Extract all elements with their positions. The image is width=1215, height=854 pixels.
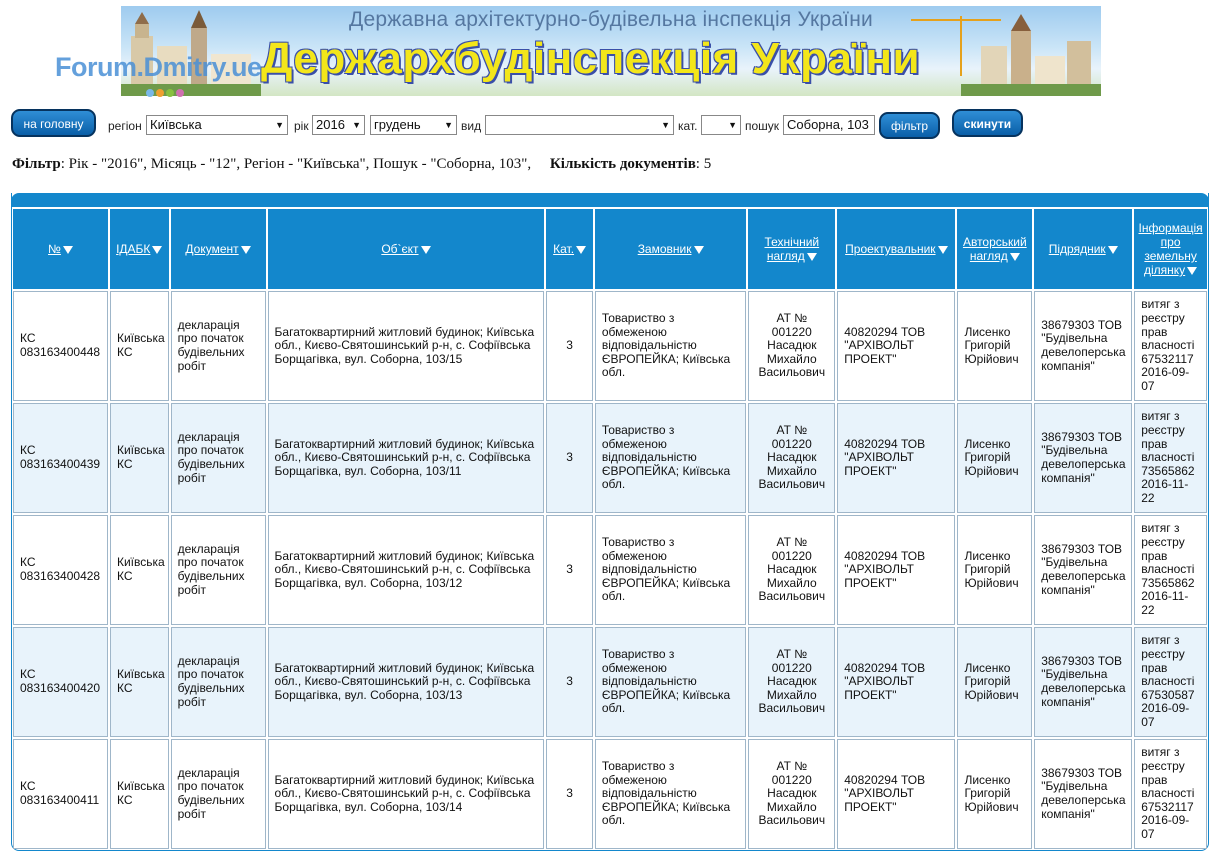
cell-land-info: витяг з реєстру прав власності 73565862 2016-11-22 [1134, 515, 1207, 625]
cell-category: 3 [546, 739, 592, 849]
site-banner [121, 6, 1101, 96]
cell-designer: 40820294 ТОВ "АРХІВОЛЬТ ПРОЕКТ" [837, 515, 955, 625]
cell-designer: 40820294 ТОВ "АРХІВОЛЬТ ПРОЕКТ" [837, 739, 955, 849]
cell-category: 3 [546, 515, 592, 625]
cell-document-number: КС 083163400439 [13, 403, 108, 513]
table-row[interactable] [13, 515, 1207, 625]
document-count-label: Кількість документів [549, 156, 696, 172]
cell-idabk-office: Київська КС [110, 627, 169, 737]
cell-contractor: 38679303 ТОВ "Будівельна девелоперська компанія" [1034, 627, 1132, 737]
table-row[interactable] [13, 403, 1207, 513]
filter-summary-label: Фільтр [12, 156, 61, 172]
cell-idabk-office: Київська КС [110, 403, 169, 513]
column-header-sort-land-info[interactable] [1134, 209, 1207, 289]
column-header-sort-document[interactable] [171, 209, 266, 289]
cell-document-type: декларація про початок будівельних робіт [171, 739, 266, 849]
year-select[interactable]: 2016 ▼ [312, 115, 365, 135]
sort-triangle-icon[interactable] [1108, 246, 1118, 254]
cell-object-description: Багатоквартирний житловий будинок; Київська обл., Києво-Святошинський р-н, с. Софіївська Борщагівка, вул. Соборна, 103/15 [268, 291, 545, 401]
sort-triangle-icon[interactable] [1187, 267, 1197, 275]
category-select[interactable] [701, 115, 741, 135]
region-select[interactable]: Київська ▼ [146, 115, 288, 135]
document-count-value: : 5 [695, 156, 712, 172]
table-body [13, 291, 1207, 849]
category-label: кат. [678, 119, 698, 133]
chevron-down-icon: ▼ [444, 120, 453, 130]
cell-land-info: витяг з реєстру прав власності 73565862 2016-11-22 [1134, 403, 1207, 513]
watermark-dots-icon [146, 86, 186, 100]
table-row[interactable] [13, 739, 1207, 849]
filter-summary-text: : Рік - "2016", Місяць - "12", Регіон - "Київська", Пошук - "Соборна, 103", [60, 156, 532, 172]
cell-document-number: КС 083163400411 [13, 739, 108, 849]
search-input[interactable]: Соборна, 103 [783, 115, 875, 135]
column-header-sort-number[interactable] [13, 209, 108, 289]
cell-customer: Товариство з обмеженою відповідальністю ЄВРОПЕЙКА; Київська обл. [595, 627, 747, 737]
reset-button[interactable]: скинути [952, 109, 1023, 137]
chevron-down-icon: ▼ [352, 120, 361, 130]
column-header-label[interactable]: Підрядник [1048, 242, 1106, 256]
table-row[interactable] [13, 627, 1207, 737]
chevron-down-icon: ▼ [661, 120, 670, 130]
column-header-label[interactable]: Документ [185, 242, 239, 256]
column-header-label[interactable]: № [48, 242, 61, 256]
filter-button[interactable]: фільтр [879, 112, 940, 139]
cell-contractor: 38679303 ТОВ "Будівельна девелоперська компанія" [1034, 739, 1132, 849]
cell-object-description: Багатоквартирний житловий будинок; Київська обл., Києво-Святошинський р-н, с. Софіївська Борщагівка, вул. Соборна, 103/12 [268, 515, 545, 625]
sort-triangle-icon[interactable] [421, 246, 431, 254]
cell-idabk-office: Київська КС [110, 515, 169, 625]
cell-contractor: 38679303 ТОВ "Будівельна девелоперська компанія" [1034, 515, 1132, 625]
column-header-label[interactable]: ІДАБК [116, 242, 151, 256]
cell-category: 3 [546, 403, 592, 513]
chevron-down-icon: ▼ [275, 120, 284, 130]
cell-customer: Товариство з обмеженою відповідальністю ЄВРОПЕЙКА; Київська обл. [595, 739, 747, 849]
sort-triangle-icon[interactable] [152, 246, 162, 254]
cell-object-description: Багатоквартирний житловий будинок; Київська обл., Києво-Святошинський р-н, с. Софіївська Борщагівка, вул. Соборна, 103/11 [268, 403, 545, 513]
cell-author-supervision: Лисенко Григорій Юрійович [957, 403, 1032, 513]
banner-title: Держархбудінспекція України [261, 34, 921, 83]
column-header-sort-tech-supervision[interactable] [748, 209, 835, 289]
cell-author-supervision: Лисенко Григорій Юрійович [957, 739, 1032, 849]
documents-table [11, 207, 1209, 851]
home-button[interactable]: на головну [11, 109, 96, 137]
cell-technical-supervision: АТ № 001220 Насадюк Михайло Васильович [748, 291, 835, 401]
cell-technical-supervision: АТ № 001220 Насадюк Михайло Васильович [748, 515, 835, 625]
sort-triangle-icon[interactable] [63, 246, 73, 254]
column-header-sort-idabk[interactable] [110, 209, 169, 289]
cell-customer: Товариство з обмеженою відповідальністю ЄВРОПЕЙКА; Київська обл. [595, 291, 747, 401]
column-header-label[interactable]: Інформація про земельну ділянку [1138, 221, 1203, 277]
sort-triangle-icon[interactable] [694, 246, 704, 254]
cell-document-type: декларація про початок будівельних робіт [171, 403, 266, 513]
column-header-label[interactable]: Замовник [637, 242, 692, 256]
cell-designer: 40820294 ТОВ "АРХІВОЛЬТ ПРОЕКТ" [837, 403, 955, 513]
cell-customer: Товариство з обмеженою відповідальністю ЄВРОПЕЙКА; Київська обл. [595, 515, 747, 625]
cell-document-type: декларація про початок будівельних робіт [171, 291, 266, 401]
cell-author-supervision: Лисенко Григорій Юрійович [957, 515, 1032, 625]
cell-customer: Товариство з обмеженою відповідальністю ЄВРОПЕЙКА; Київська обл. [595, 403, 747, 513]
table-header-row [13, 209, 1207, 289]
cell-category: 3 [546, 627, 592, 737]
cell-object-description: Багатоквартирний житловий будинок; Київська обл., Києво-Святошинський р-н, с. Софіївська Борщагівка, вул. Соборна, 103/13 [268, 627, 545, 737]
column-header-label[interactable]: Технічний нагляд [764, 235, 820, 263]
cell-author-supervision: Лисенко Григорій Юрійович [957, 627, 1032, 737]
cell-document-number: КС 083163400428 [13, 515, 108, 625]
month-select[interactable]: грудень ▼ [370, 115, 457, 135]
cell-contractor: 38679303 ТОВ "Будівельна девелоперська компанія" [1034, 291, 1132, 401]
cell-document-number: КС 083163400420 [13, 627, 108, 737]
cell-object-description: Багатоквартирний житловий будинок; Київська обл., Києво-Святошинський р-н, с. Софіївська Борщагівка, вул. Соборна, 103/14 [268, 739, 545, 849]
column-header-sort-category[interactable] [546, 209, 592, 289]
region-label: регіон [108, 119, 142, 133]
type-select[interactable] [485, 115, 674, 135]
cell-land-info: витяг з реєстру прав власності 67530587 2016-09-07 [1134, 627, 1207, 737]
cell-document-type: декларація про початок будівельних робіт [171, 627, 266, 737]
column-header-label[interactable]: Авторський нагляд [962, 235, 1027, 263]
column-header-label[interactable]: Кат. [553, 242, 575, 256]
chevron-down-icon: ▼ [728, 120, 737, 130]
column-header-label[interactable]: Об`єкт [381, 242, 419, 256]
cell-author-supervision: Лисенко Григорій Юрійович [957, 291, 1032, 401]
watermark-logo: Forum.Dmitry.ue [55, 52, 262, 82]
sort-triangle-icon[interactable] [241, 246, 251, 254]
sort-triangle-icon[interactable] [807, 253, 817, 261]
cell-contractor: 38679303 ТОВ "Будівельна девелоперська компанія" [1034, 403, 1132, 513]
type-label: вид [461, 119, 482, 133]
cell-land-info: витяг з реєстру прав власності 67532117 2016-09-07 [1134, 291, 1207, 401]
cell-technical-supervision: АТ № 001220 Насадюк Михайло Васильович [748, 627, 835, 737]
search-label: пошук [745, 119, 780, 133]
cell-idabk-office: Київська КС [110, 739, 169, 849]
sort-triangle-icon[interactable] [576, 246, 586, 254]
column-header-sort-contractor[interactable] [1034, 209, 1132, 289]
cell-technical-supervision: АТ № 001220 Насадюк Михайло Васильович [748, 403, 835, 513]
sort-triangle-icon[interactable] [1010, 253, 1020, 261]
filter-summary [12, 156, 711, 173]
cell-idabk-office: Київська КС [110, 291, 169, 401]
column-header-sort-author-supervision[interactable] [957, 209, 1032, 289]
cell-document-number: КС 083163400448 [13, 291, 108, 401]
cell-category: 3 [546, 291, 592, 401]
column-header-sort-object[interactable] [268, 209, 545, 289]
cell-document-type: декларація про початок будівельних робіт [171, 515, 266, 625]
year-label: рік [294, 119, 309, 133]
column-header-sort-customer[interactable] [595, 209, 747, 289]
cell-land-info: витяг з реєстру прав власності 67532117 2016-09-07 [1134, 739, 1207, 849]
filter-toolbar [11, 109, 1111, 141]
banner-subtitle: Державна архітектурно-будівельна інспекція України [349, 8, 873, 31]
column-header-label[interactable]: Проектувальник [845, 242, 936, 256]
table-row[interactable] [13, 291, 1207, 401]
cell-designer: 40820294 ТОВ "АРХІВОЛЬТ ПРОЕКТ" [837, 291, 955, 401]
cell-designer: 40820294 ТОВ "АРХІВОЛЬТ ПРОЕКТ" [837, 627, 955, 737]
sort-triangle-icon[interactable] [938, 246, 948, 254]
cell-technical-supervision: АТ № 001220 Насадюк Михайло Васильович [748, 739, 835, 849]
column-header-sort-designer[interactable] [837, 209, 955, 289]
